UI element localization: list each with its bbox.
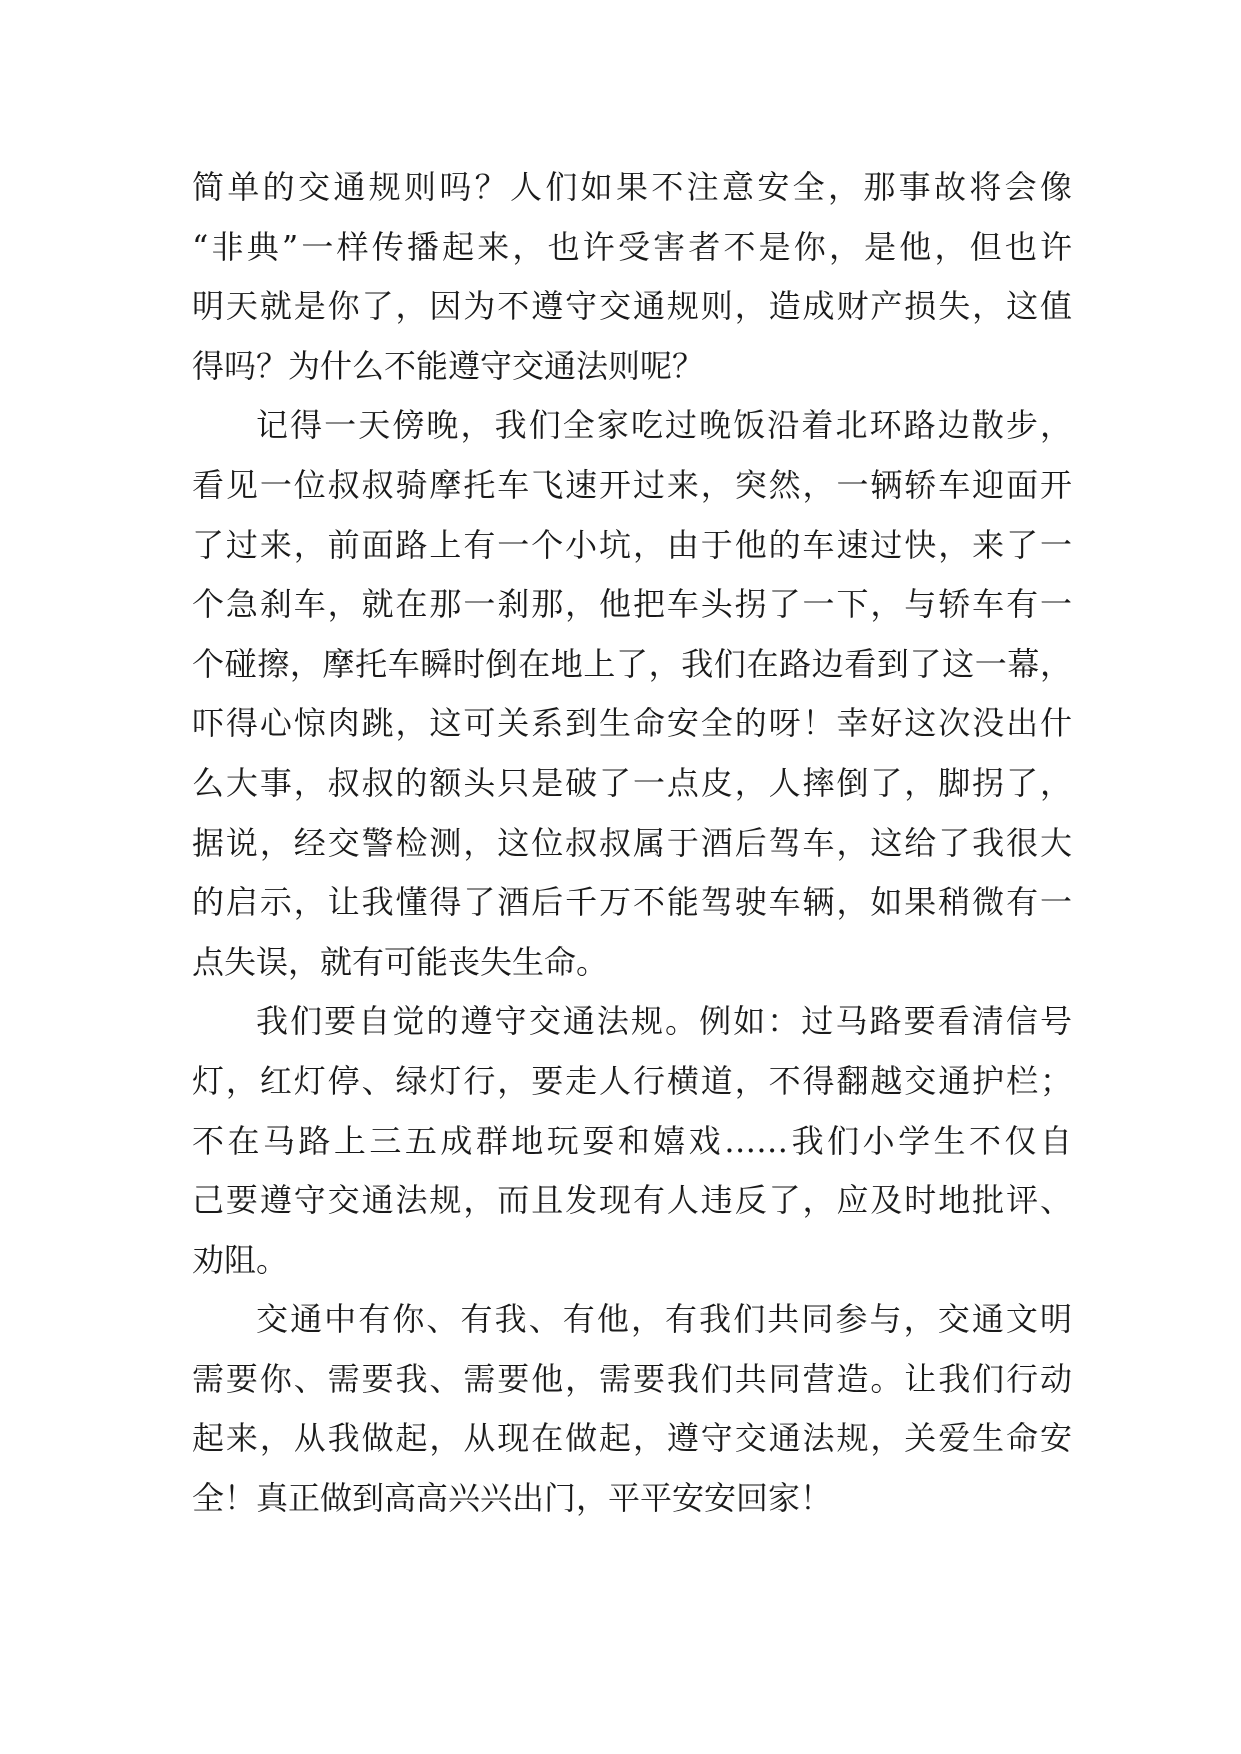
text-line: 己要遵守交通法规，而且发现有人违反了，应及时地批评、 [192, 1181, 1072, 1220]
text-line: “非典”一样传播起来，也许受害者不是你，是他，但也许 [192, 227, 1072, 266]
paragraph-3 [192, 992, 1072, 1290]
text-line: 的启示，让我懂得了酒后千万不能驾驶车辆，如果稍微有一 [192, 883, 1072, 922]
text-line: 劝阻。 [192, 1240, 289, 1279]
text-line: 看见一位叔叔骑摩托车飞速开过来，突然，一辆轿车迎面开 [192, 465, 1072, 504]
text-line: 明天就是你了，因为不遵守交通规则，造成财产损失，这值 [192, 287, 1072, 326]
text-line: 交通中有你、有我、有他，有我们共同参与，交通文明 [256, 1300, 1072, 1339]
text-line: 简单的交通规则吗？人们如果不注意安全，那事故将会像 [192, 168, 1072, 206]
text-line: 全！真正做到高高兴兴出门，平平安安回家！ [192, 1479, 833, 1518]
text-line: 起来，从我做起，从现在做起，遵守交通法规，关爱生命安 [192, 1419, 1072, 1458]
paragraph-4 [192, 1290, 1072, 1528]
text-line: 记得一天傍晚，我们全家吃过晚饭沿着北环路边散步， [256, 406, 1072, 445]
paragraph-1 [192, 158, 1072, 396]
text-line: 点失误，就有可能丧失生命。 [192, 942, 609, 981]
text-line: 不在马路上三五成群地玩耍和嬉戏……我们小学生不仅自 [192, 1121, 1072, 1160]
text-line: 灯，红灯停、绿灯行，要走人行横道，不得翻越交通护栏； [192, 1061, 1072, 1100]
text-line: 据说，经交警检测，这位叔叔属于酒后驾车，这给了我很大 [192, 823, 1072, 862]
document-body [192, 158, 1072, 1529]
text-line: 个急刹车，就在那一刹那，他把车头拐了一下，与轿车有一 [192, 585, 1072, 624]
text-line: 么大事，叔叔的额头只是破了一点皮，人摔倒了，脚拐了， [192, 763, 1072, 802]
text-line: 了过来，前面路上有一个小坑，由于他的车速过快，来了一 [192, 525, 1072, 564]
text-line: 吓得心惊肉跳，这可关系到生命安全的呀！幸好这次没出什 [192, 704, 1072, 743]
text-line: 我们要自觉的遵守交通法规。例如：过马路要看清信号 [256, 1002, 1072, 1041]
text-line: 需要你、需要我、需要他，需要我们共同营造。让我们行动 [192, 1359, 1072, 1398]
text-line: 得吗？为什么不能遵守交通法则呢？ [192, 346, 705, 385]
text-line: 个碰擦，摩托车瞬时倒在地上了，我们在路边看到了这一幕， [192, 644, 1072, 683]
paragraph-2 [192, 396, 1072, 992]
